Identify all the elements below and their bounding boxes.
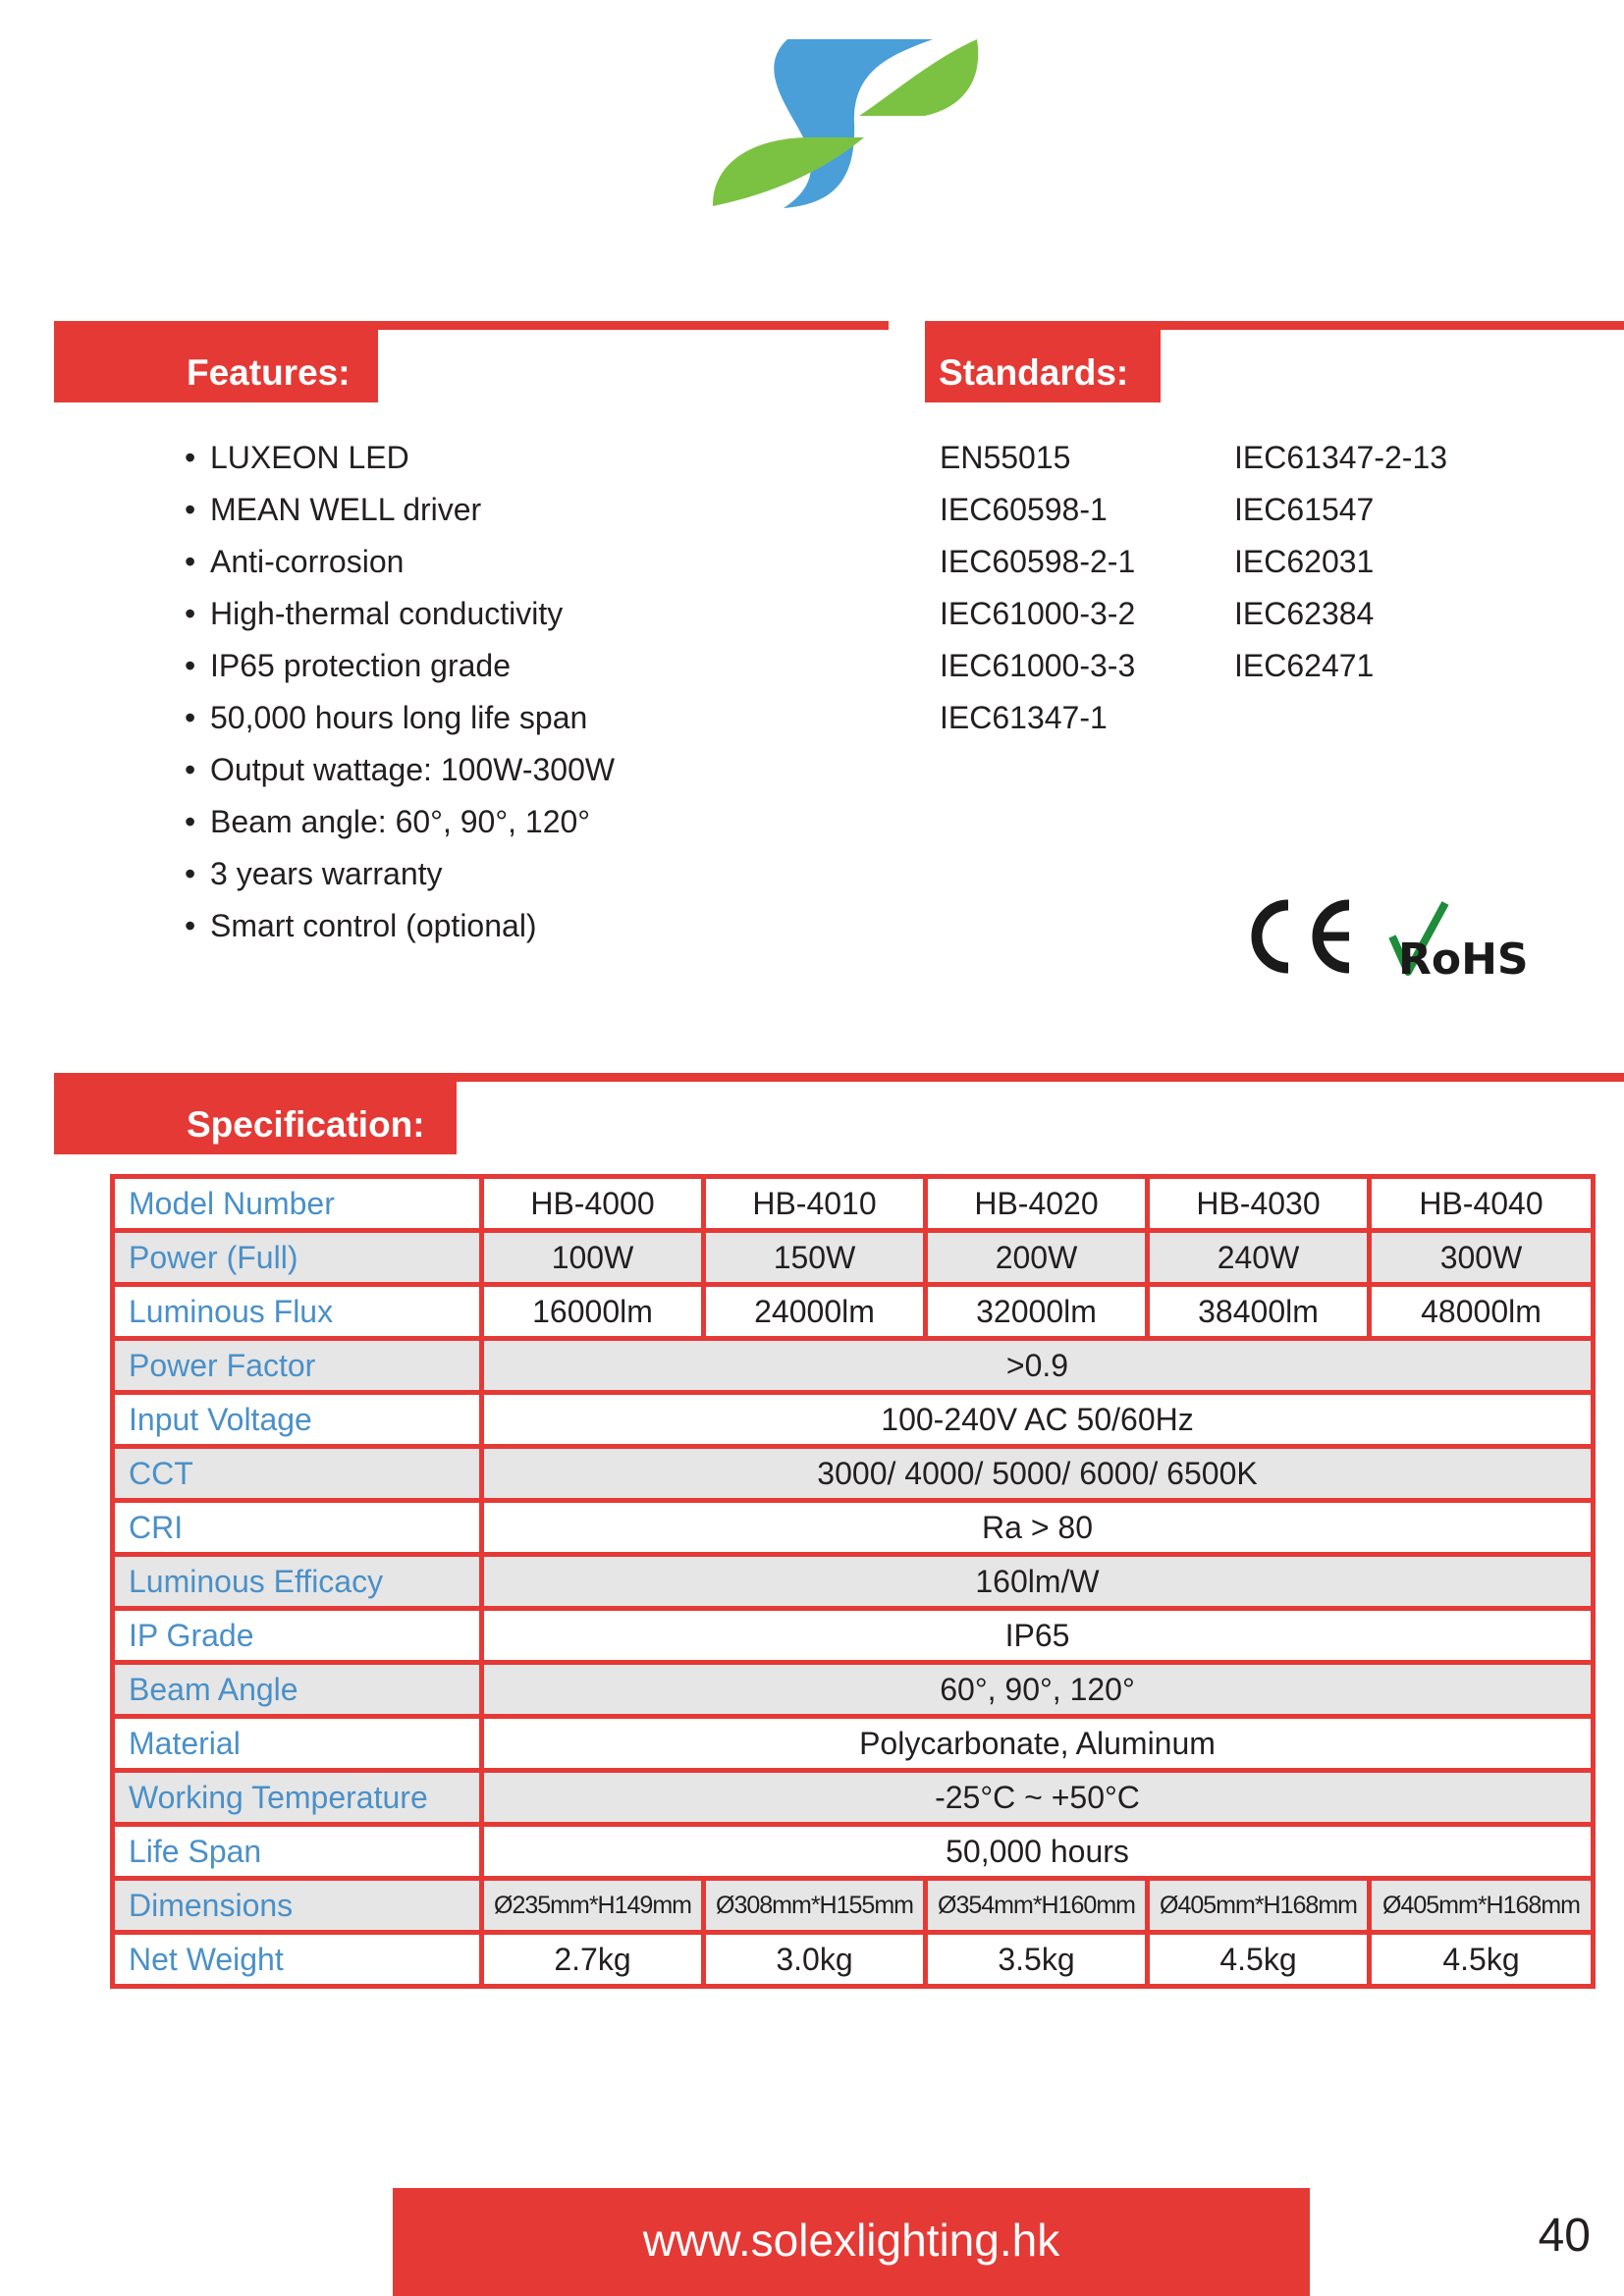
table-cell: HB-4040	[1370, 1177, 1594, 1231]
feature-item: • 50,000 hours long life span	[185, 692, 615, 744]
standard-item: IEC61347-1	[940, 700, 1108, 735]
row-label: Dimensions	[113, 1879, 482, 1933]
feature-item: • LUXEON LED	[185, 432, 615, 484]
table-cell: 48000lm	[1370, 1285, 1594, 1339]
feature-item: • Smart control (optional)	[185, 900, 615, 952]
row-label: Life Span	[113, 1825, 482, 1879]
table-cell: 4.5kg	[1148, 1933, 1370, 1987]
table-cell: 16000lm	[482, 1285, 704, 1339]
table-cell: 3000/ 4000/ 5000/ 6000/ 6500K	[482, 1447, 1594, 1501]
table-cell: Ø308mm*H155mm	[704, 1879, 926, 1933]
standards-list-right	[1234, 432, 1447, 692]
table-row	[113, 1609, 1594, 1663]
feature-item: • IP65 protection grade	[185, 640, 615, 692]
row-label: Power Factor	[113, 1339, 482, 1393]
table-cell: 38400lm	[1148, 1285, 1370, 1339]
standard-item: IEC61547	[1234, 492, 1375, 527]
table-row	[113, 1393, 1594, 1447]
bullet-icon: •	[185, 440, 196, 475]
specification-title: Specification:	[187, 1104, 425, 1145]
feature-item: • High-thermal conductivity	[185, 588, 615, 640]
logo-blue-shape	[774, 39, 933, 208]
table-cell: 300W	[1370, 1231, 1594, 1285]
standards-title: Standards:	[939, 352, 1129, 393]
table-row	[113, 1879, 1594, 1933]
table-row	[113, 1663, 1594, 1717]
feature-item: • Anti-corrosion	[185, 536, 615, 588]
table-cell: 4.5kg	[1370, 1933, 1594, 1987]
table-cell: >0.9	[482, 1339, 1594, 1393]
standard-item: IEC62384	[1234, 596, 1375, 631]
standard-item: IEC60598-1	[940, 492, 1108, 527]
row-label: Luminous Efficacy	[113, 1555, 482, 1609]
row-label: Material	[113, 1717, 482, 1771]
table-cell: Ø405mm*H168mm	[1370, 1879, 1594, 1933]
table-cell: 160lm/W	[482, 1555, 1594, 1609]
table-cell: HB-4020	[926, 1177, 1148, 1231]
bullet-icon: •	[185, 856, 196, 891]
website-link[interactable]: www.solexlighting.hk	[642, 2215, 1060, 2266]
table-cell: 60°, 90°, 120°	[482, 1663, 1594, 1717]
bullet-icon: •	[185, 700, 196, 735]
feature-item: • MEAN WELL driver	[185, 484, 615, 536]
features-title: Features:	[187, 352, 351, 393]
row-label: Model Number	[113, 1177, 482, 1231]
standard-item: IEC61347-2-13	[1234, 440, 1448, 475]
table-cell: Ø354mm*H160mm	[926, 1879, 1148, 1933]
standard-item: IEC62031	[1234, 544, 1375, 579]
row-label: Beam Angle	[113, 1663, 482, 1717]
row-label: Working Temperature	[113, 1771, 482, 1825]
brand-logo	[697, 29, 1001, 216]
standard-item: IEC62471	[1234, 648, 1375, 683]
table-cell: Ø405mm*H168mm	[1148, 1879, 1370, 1933]
standards-header	[925, 321, 1161, 402]
page-number: 40	[1538, 2210, 1591, 2262]
feature-item: • 3 years warranty	[185, 848, 615, 900]
table-cell: -25°C ~ +50°C	[482, 1771, 1594, 1825]
table-cell: 100W	[482, 1231, 704, 1285]
table-row	[113, 1771, 1594, 1825]
table-cell: Polycarbonate, Aluminum	[482, 1717, 1594, 1771]
standard-item: IEC60598-2-1	[940, 544, 1136, 579]
table-cell: 240W	[1148, 1231, 1370, 1285]
table-cell: 3.5kg	[926, 1933, 1148, 1987]
table-row	[113, 1933, 1594, 1987]
table-cell: 3.0kg	[704, 1933, 926, 1987]
svg-text:RoHS: RoHS	[1398, 934, 1529, 984]
features-list	[185, 432, 615, 952]
ce-mark-icon	[1239, 895, 1357, 978]
table-row	[113, 1555, 1594, 1609]
table-cell: Ø235mm*H149mm	[482, 1879, 704, 1933]
specification-header	[54, 1073, 457, 1154]
table-cell: 100-240V AC 50/60Hz	[482, 1393, 1594, 1447]
standard-item: EN55015	[940, 440, 1071, 475]
feature-item: • Beam angle: 60°, 90°, 120°	[185, 796, 615, 848]
bullet-icon: •	[185, 544, 196, 579]
row-label: Net Weight	[113, 1933, 482, 1987]
table-row	[113, 1447, 1594, 1501]
row-label: IP Grade	[113, 1609, 482, 1663]
row-label: Power (Full)	[113, 1231, 482, 1285]
bullet-icon: •	[185, 804, 196, 839]
rohs-mark-icon	[1384, 895, 1561, 984]
table-row	[113, 1177, 1594, 1231]
table-cell: 150W	[704, 1231, 926, 1285]
table-cell: IP65	[482, 1609, 1594, 1663]
standards-list-left	[940, 432, 1135, 744]
table-cell: 32000lm	[926, 1285, 1148, 1339]
bullet-icon: •	[185, 908, 196, 943]
table-cell: 2.7kg	[482, 1933, 704, 1987]
table-row	[113, 1501, 1594, 1555]
features-header	[54, 321, 378, 402]
standard-item: IEC61000-3-2	[940, 596, 1136, 631]
table-cell: 24000lm	[704, 1285, 926, 1339]
table-row	[113, 1285, 1594, 1339]
table-row	[113, 1825, 1594, 1879]
row-label: Luminous Flux	[113, 1285, 482, 1339]
table-row	[113, 1717, 1594, 1771]
bullet-icon: •	[185, 596, 196, 631]
table-cell: HB-4030	[1148, 1177, 1370, 1231]
specification-table	[110, 1174, 1596, 1989]
table-cell: Ra > 80	[482, 1501, 1594, 1555]
feature-item: • Output wattage: 100W-300W	[185, 744, 615, 796]
table-cell: HB-4000	[482, 1177, 704, 1231]
bullet-icon: •	[185, 752, 196, 787]
bullet-icon: •	[185, 492, 196, 527]
table-cell: 50,000 hours	[482, 1825, 1594, 1879]
table-row	[113, 1231, 1594, 1285]
table-cell: HB-4010	[704, 1177, 926, 1231]
standard-item: IEC61000-3-3	[940, 648, 1136, 683]
row-label: Input Voltage	[113, 1393, 482, 1447]
row-label: CRI	[113, 1501, 482, 1555]
bullet-icon: •	[185, 648, 196, 683]
row-label: CCT	[113, 1447, 482, 1501]
table-row	[113, 1339, 1594, 1393]
table-cell: 200W	[926, 1231, 1148, 1285]
